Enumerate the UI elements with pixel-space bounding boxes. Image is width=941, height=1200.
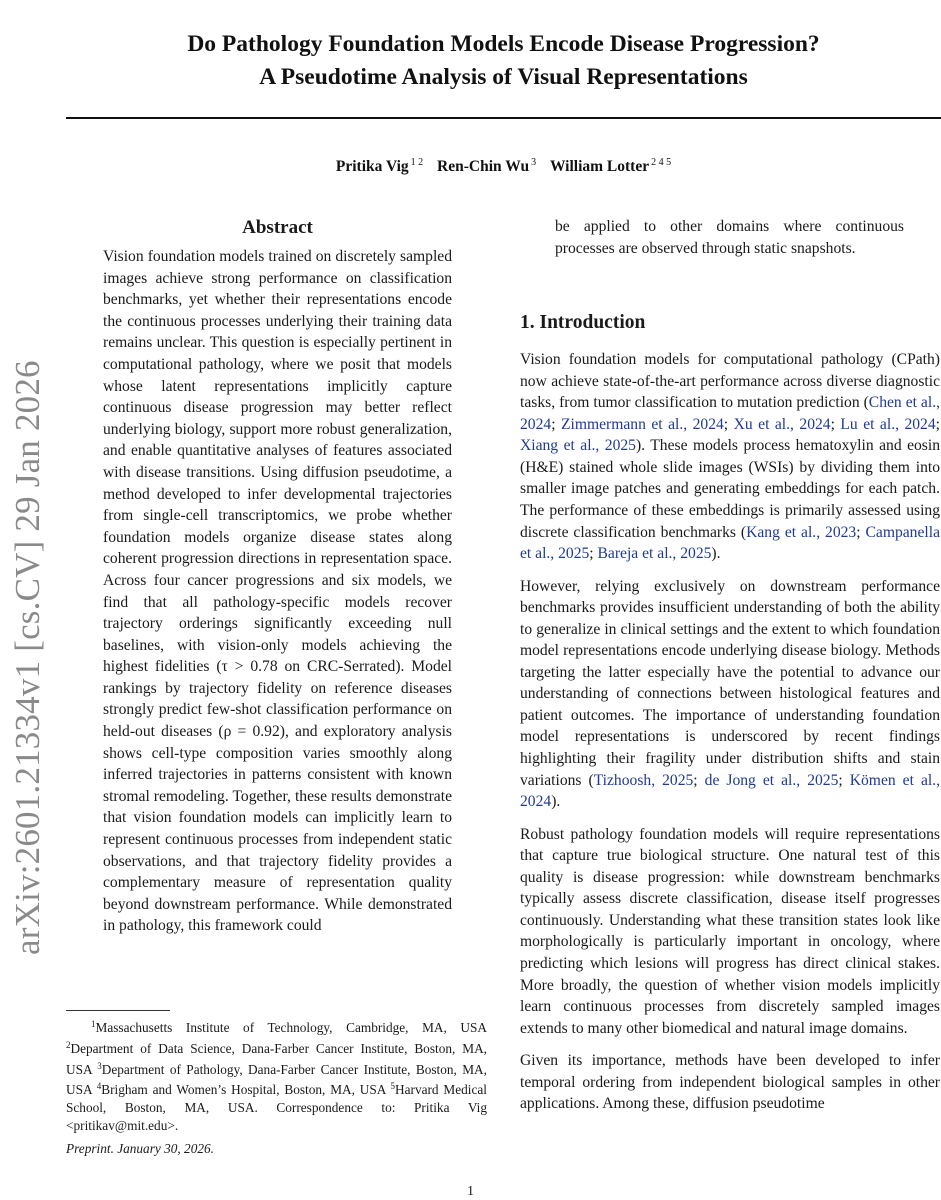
citation-link[interactable]: Kang et al., 2023: [746, 523, 857, 541]
affiliation-number: 4: [96, 1081, 102, 1092]
citation-link[interactable]: Campanella et al., 2025: [520, 523, 940, 563]
citation-link[interactable]: Xiang et al., 2025: [520, 437, 636, 455]
affiliation-text: Harvard Medical School, Boston, MA, USA. Correspondence to: Pritika Vig <pritikav@mit.edu>.: [66, 1082, 487, 1133]
body-text: ;: [589, 545, 598, 563]
author: [437, 158, 536, 175]
citation-link[interactable]: Tizhoosh, 2025: [593, 771, 694, 789]
author-affiliation: 2 4 5: [651, 157, 672, 168]
body-text: ;: [935, 415, 940, 433]
body-text: ). These models process hematoxylin and eosin (H&E) stained whole slide images (WSIs) by dividing them into smaller image patches and generating embeddings for each patch. The performance of these embeddings is primarily assessed using discrete classification benchmarks (: [520, 437, 940, 541]
author: [550, 158, 671, 175]
citation-link[interactable]: Kömen et al., 2024: [520, 771, 940, 811]
citation-link[interactable]: Chen et al., 2024: [520, 394, 940, 433]
introduction-body: [520, 349, 940, 1115]
affiliation-text: Department of Pathology, Dana-Farber Cancer Institute, Boston, MA, USA: [66, 1061, 487, 1098]
affiliation-number: 5: [390, 1081, 396, 1092]
author-name: William Lotter: [549, 158, 650, 175]
citation-link[interactable]: Lu et al., 2024: [840, 415, 936, 433]
citation-link[interactable]: Zimmermann et al., 2024: [561, 415, 724, 433]
body-text: ;: [723, 415, 734, 433]
affiliation-number: 1: [91, 1019, 96, 1029]
title-line-1: Do Pathology Foundation Models Encode Disease Progression?: [187, 31, 820, 57]
footnote-divider: [66, 1010, 170, 1011]
affiliation-number: 3: [97, 1060, 102, 1071]
author-name: Ren-Chin Wu: [437, 158, 530, 175]
abstract-text: Vision foundation models trained on discretely sampled images achieve strong performance on classification benchmarks, yet whether their representations encode the continuous processes underlying their training data remains unclear. This question is especially pertinent in computational pathology, where we posit that models whose latent representations implicitly capture continuous disease progression may better reflect underlying biology, support more robust generalization, and enable quantitative analyses of features associated with disease transitions. Using diffusion pseudotime, a method developed to infer developmental trajectories from single-cell transcriptomics, we probe whether foundation models organize disease states along coherent progression directions in representation space. Across four cancer progressions and six models, we find that all pathology-specific models recover trajectory orderings significantly exceeding null baselines, with vision-only models achieving the highest fidelities (τ > 0.78 on CRC-Serrated). Model rankings by trajectory fidelity on reference diseases strongly predict few-shot classification performance on held-out diseases (ρ = 0.92), and exploratory analysis shows cell-type composition varies smoothly along inferred trajectories in patterns consistent with known stromal remodeling. Together, these results demonstrate that vision foundation models can implicitly learn to represent continuous processes from independent static observations, and that trajectory fidelity provides a complementary measure of representation quality beyond downstream performance. While demonstrated in pathology, this framework could: [103, 248, 452, 935]
body-text: However, relying exclusively on downstream performance benchmarks provides insufficient understanding of both the ability to generalize in clinical settings and the extent to which foundation model representations encode underlying disease biology. Methods targeting the latter especially have the potential to advance our understanding of connections between histological features and patient outcomes. The importance of understanding foundation model representations is underscored by recent findings highlighting their fragility under distribution shifts and stain variations (: [520, 577, 940, 789]
body-paragraph: [520, 824, 940, 1039]
body-paragraph: [520, 576, 940, 813]
author-affiliation: 1 2: [410, 157, 424, 168]
affiliation-number: 2: [66, 1039, 71, 1050]
title-divider: [66, 117, 941, 119]
body-text: ;: [551, 415, 561, 433]
author: [336, 158, 423, 175]
affiliation-text: Massachusetts Institute of Technology, Cambridge, MA, USA: [95, 1020, 487, 1035]
citation-link[interactable]: Bareja et al., 2025: [597, 545, 712, 563]
abstract-continuation: be applied to other domains where continuous processes are observed through static snapshots.: [555, 218, 904, 257]
citation-link[interactable]: de Jong et al., 2025: [704, 771, 839, 789]
preprint-note: Preprint. January 30, 2026.: [66, 1141, 214, 1156]
right-column: [520, 216, 940, 1126]
title-line-2: A Pseudotime Analysis of Visual Representations: [259, 64, 748, 90]
author-name: Pritika Vig: [335, 158, 409, 175]
page-number: 1: [467, 1184, 474, 1199]
body-text: ).: [711, 545, 721, 563]
author-affiliation: 3: [531, 157, 537, 168]
body-text: ;: [838, 771, 850, 789]
body-text: Given its importance, methods have been developed to infer temporal ordering from independent biological samples in other applications. Among these, diffusion pseudotime: [520, 1052, 940, 1113]
body-text: ).: [551, 793, 561, 811]
abstract-heading: Abstract: [242, 217, 313, 238]
left-column: [103, 216, 452, 937]
author-list: [66, 157, 941, 176]
section-heading-introduction: 1. Introduction: [520, 312, 646, 334]
body-text: ;: [693, 771, 705, 789]
affiliation-text: Department of Data Science, Dana-Farber Cancer Institute, Boston, MA, USA: [66, 1040, 487, 1077]
body-paragraph: [520, 349, 940, 564]
body-text: ;: [830, 415, 841, 433]
body-paragraph: [520, 1050, 940, 1115]
paper-title: [66, 28, 941, 94]
affiliation-text: Brigham and Women’s Hospital, Boston, MA, USA: [101, 1082, 391, 1098]
arxiv-identifier: arXiv:2601.21334v1 [cs.CV] 29 Jan 2026: [8, 360, 47, 955]
body-text: Robust pathology foundation models will require representations that capture true biological structure. One natural test of this quality is disease progression: while downstream benchmarks typically assess discrete classification, disease itself progresses continuously. Understanding what these transition states look like morphologically is particularly important in oncology, where predicting which lesions will progress has direct clinical stakes. More broadly, the question of whether vision models implicitly learn continuous processes from discretely sampled images extends to many other biomedical and natural image domains.: [520, 825, 940, 1037]
body-text: Vision foundation models for computational pathology (CPath) now achieve state-of-the-art performance across diverse diagnostic tasks, from tumor classification to mutation prediction (: [520, 351, 940, 412]
body-text: ;: [856, 523, 866, 541]
affiliations-footnote: [66, 1016, 487, 1135]
citation-link[interactable]: Xu et al., 2024: [733, 415, 831, 433]
